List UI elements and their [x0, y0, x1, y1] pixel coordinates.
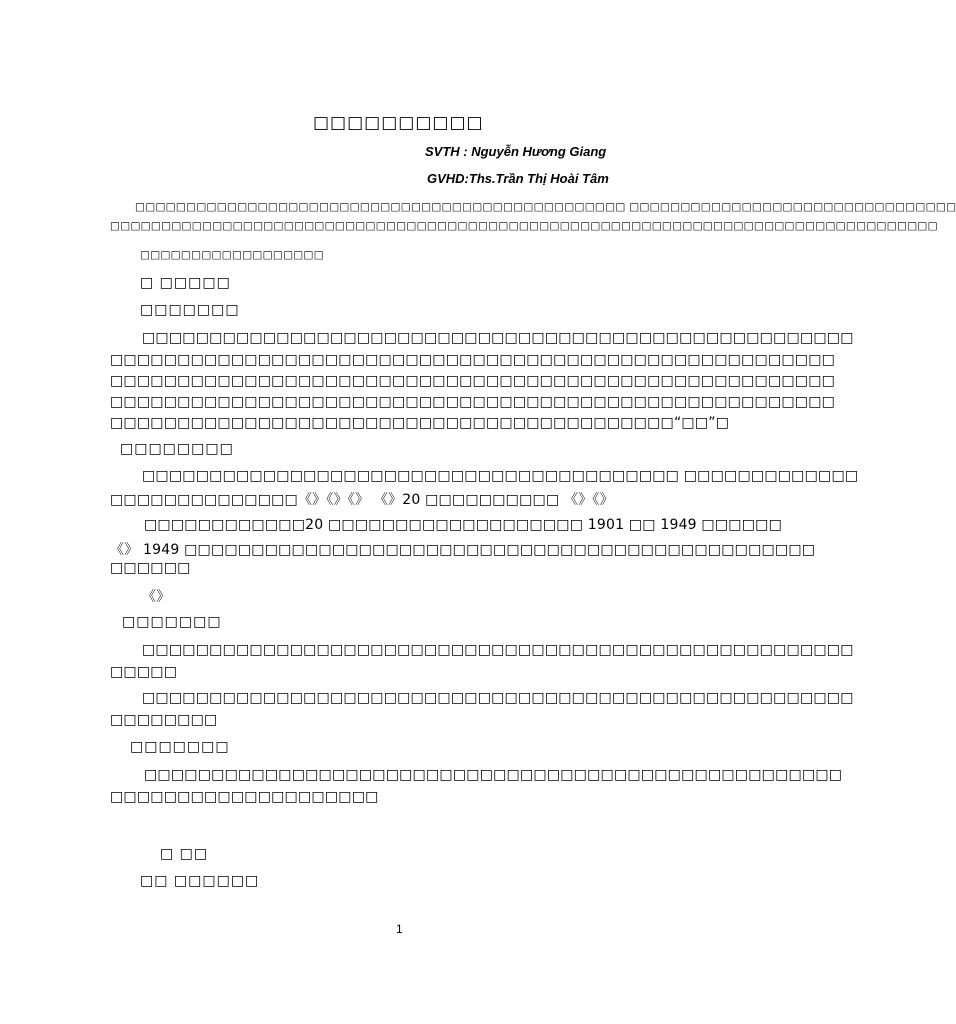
section-heading-1-1: □□□□□□□: [140, 302, 240, 318]
paragraph-1-line-4: □□□□□□□□□□□□□□□□□□□□□□□□□□□□□□□□□□□□□□□□□□□□□□□□□□□□□□: [110, 394, 836, 410]
paragraph-3-line-1: □□□□□□□□□□□□20 □□□□□□□□□□□□□□□□□□□ 1901 □□ 1949 □□□□□□: [144, 517, 782, 533]
section-heading-1-4: □□□□□□□: [130, 739, 230, 755]
paragraph-2-line-1: □□□□□□□□□□□□□□□□□□□□□□□□□□□□□□□□□□□□□□□□ □□□□□□□□□□□□□: [142, 468, 859, 484]
paragraph-4: 《》: [142, 589, 171, 605]
paragraph-6-line-1: □□□□□□□□□□□□□□□□□□□□□□□□□□□□□□□□□□□□□□□□□□□□□□□□□□□□□: [142, 690, 854, 706]
paragraph-3-line-3: □□□□□□: [110, 560, 191, 576]
abstract-line-1: □□□□□□□□□□□□□□□□□□□□□□□□□□□□□□□□□□□□□□□□□□□□□□□□ □□□□□□□□□□□□□□□□□□□□□□□□□□□□□□□□: [135, 201, 956, 213]
section-heading-2: □ □□: [160, 846, 209, 862]
section-heading-1-3: □□□□□□□: [122, 614, 222, 630]
section-heading-2-1: □□ □□□□□□: [140, 873, 260, 889]
paragraph-1-line-2: □□□□□□□□□□□□□□□□□□□□□□□□□□□□□□□□□□□□□□□□□□□□□□□□□□□□□□: [110, 352, 836, 368]
paragraph-6-line-2: □□□□□□□□: [110, 712, 218, 728]
section-heading-1-2: □□□□□□□□: [120, 441, 234, 457]
abstract-line-2: □□□□□□□□□□□□□□□□□□□□□□□□□□□□□□□□□□□□□□□□□□□□□□□□□□□□□□□□□□□□□□□□□□□□□□□□□□□□□□□□□: [110, 220, 938, 232]
paragraph-1-line-1: □□□□□□□□□□□□□□□□□□□□□□□□□□□□□□□□□□□□□□□□□□□□□□□□□□□□□: [142, 330, 854, 346]
paragraph-5-line-1: □□□□□□□□□□□□□□□□□□□□□□□□□□□□□□□□□□□□□□□□□□□□□□□□□□□□□: [142, 642, 854, 658]
paragraph-1-line-3: □□□□□□□□□□□□□□□□□□□□□□□□□□□□□□□□□□□□□□□□□□□□□□□□□□□□□□: [110, 373, 836, 389]
keywords-line: □□□□□□□□□□□□□□□□□□: [140, 249, 324, 261]
paragraph-1-line-5: □□□□□□□□□□□□□□□□□□□□□□□□□□□□□□□□□□□□□□□□□□“□□”□: [110, 415, 730, 431]
paragraph-2-line-2: □□□□□□□□□□□□□□《》《》《》 《》20 □□□□□□□□□□ 《》《》: [110, 492, 614, 508]
paragraph-3-line-2: 《》 1949 □□□□□□□□□□□□□□□□□□□□□□□□□□□□□□□□□□□□□□□□□□□□□□□: [110, 542, 816, 558]
advisor-line: GVHD:Ths.Trần Thị Hoài Tâm: [427, 171, 609, 186]
paragraph-7-line-1: □□□□□□□□□□□□□□□□□□□□□□□□□□□□□□□□□□□□□□□□□□□□□□□□□□□□: [144, 767, 843, 783]
document-title: □□□□□□□□□□: [313, 113, 484, 133]
author-line: SVTH : Nguyễn Hương Giang: [425, 144, 607, 159]
paragraph-5-line-2: □□□□□: [110, 664, 178, 680]
page-number: 1: [396, 922, 403, 936]
section-heading-1: □ □□□□□: [140, 275, 231, 291]
paragraph-7-line-2: □□□□□□□□□□□□□□□□□□□□: [110, 789, 379, 805]
